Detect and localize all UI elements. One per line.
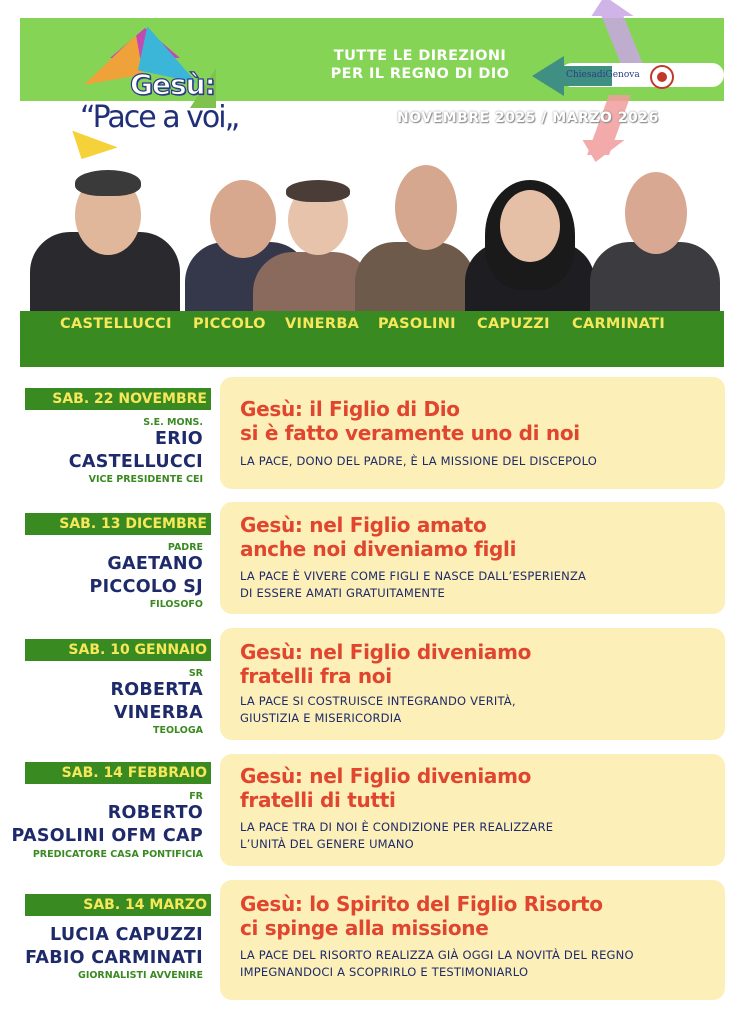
logo-subtitle: “Pace a voi„	[80, 100, 239, 135]
speaker-portrait	[460, 160, 600, 312]
speaker-names	[60, 316, 700, 336]
event-description-line: LA PACE DEL RISORTO REALIZZA GIÀ OGGI LA NOVITÀ DEL REGNO	[240, 948, 634, 962]
event-date: SAB. 22 NOVEMBRE	[25, 388, 211, 410]
event-date: SAB. 10 GENNAIO	[25, 639, 211, 661]
speaker-portrait	[20, 160, 185, 312]
event-date: SAB. 14 FEBBRAIO	[25, 762, 211, 784]
speakers-photo-strip	[20, 160, 724, 312]
event-description	[240, 568, 710, 602]
event-title	[240, 397, 710, 445]
event-title-line: Gesù: nel Figlio diveniamo	[240, 764, 532, 788]
speaker-name-line: LUCIA CAPUZZI	[50, 925, 203, 945]
event-description-line: GIUSTIZIA E MISERICORDIA	[240, 711, 402, 725]
event-date: SAB. 13 DICEMBRE	[25, 513, 211, 535]
event-description	[240, 453, 710, 470]
speaker-surname: CASTELLUCCI	[60, 316, 172, 332]
event-title-line: Gesù: nel Figlio diveniamo	[240, 640, 532, 664]
speaker-subtitle: TEOLOGA	[153, 725, 203, 736]
speaker-subtitle: PREDICATORE CASA PONTIFICIA	[32, 849, 203, 860]
speaker-surname: CARMINATI	[572, 316, 666, 332]
speaker-name	[0, 924, 203, 970]
event-description-line: LA PACE TRA DI NOI È CONDIZIONE PER REALIZZARE	[240, 820, 554, 834]
diocese-seal-icon	[650, 65, 674, 89]
event-title-line: anche noi diveniamo figli	[240, 537, 517, 561]
event-title	[240, 892, 710, 940]
speaker-name-line: PICCOLO SJ	[89, 577, 203, 597]
speaker-surname: PASOLINI	[378, 316, 456, 332]
tagline-line-2: PER IL REGNO DI DIO	[330, 66, 510, 82]
date-range: NOVEMBRE 2025 / MARZO 2026	[397, 110, 659, 126]
speaker-surname: PICCOLO	[193, 316, 266, 332]
speaker-role: SR	[188, 668, 203, 679]
event-description-line: LA PACE, DONO DEL PADRE, È LA MISSIONE DEL DISCEPOLO	[240, 454, 598, 468]
speaker-name	[0, 802, 203, 848]
speaker-role: FR	[189, 791, 203, 802]
event-title-line: Gesù: il Figlio di Dio	[240, 397, 460, 421]
speaker-role: PADRE	[167, 542, 203, 553]
speaker-name-line: PASOLINI OFM CAP	[11, 826, 203, 846]
event-title	[240, 764, 710, 812]
event-description-line: L’UNITÀ DEL GENERE UMANO	[240, 837, 414, 851]
event-description-line: LA PACE SI COSTRUISCE INTEGRANDO VERITÀ,	[240, 694, 516, 708]
event-title-line: Gesù: lo Spirito del Figlio Risorto	[240, 892, 603, 916]
speaker-subtitle: FILOSOFO	[149, 599, 203, 610]
speaker-name	[0, 553, 203, 599]
speaker-role: S.E. MONS.	[143, 417, 203, 428]
speaker-name-line: GAETANO	[107, 554, 203, 574]
speaker-name-line: ERIO	[154, 429, 203, 449]
event-description-line: IMPEGNANDOCI A SCOPRIRLO E TESTIMONIARLO	[240, 965, 529, 979]
event-title-line: fratelli di tutti	[240, 788, 396, 812]
event-title-line: fratelli fra noi	[240, 664, 392, 688]
speaker-portrait	[590, 160, 720, 312]
event-description-line: LA PACE È VIVERE COME FIGLI E NASCE DALL’ESPERIENZA	[240, 569, 587, 583]
speaker-surname: CAPUZZI	[477, 316, 550, 332]
event-title	[240, 640, 710, 688]
logo-title: Gesù:	[130, 68, 215, 101]
event-description	[240, 693, 710, 727]
speaker-surname: VINERBA	[285, 316, 360, 332]
event-title-line: si è fatto veramente uno di noi	[240, 421, 580, 445]
speaker-name-line: FABIO CARMINATI	[25, 948, 203, 968]
diocese-name: ChiesadiGenova	[566, 70, 640, 80]
speaker-name-line: ROBERTO	[107, 803, 203, 823]
event-date: SAB. 14 MARZO	[25, 894, 211, 916]
event-title-line: ci spinge alla missione	[240, 916, 489, 940]
speaker-name-line: CASTELLUCCI	[68, 452, 203, 472]
speaker-subtitle: VICE PRESIDENTE CEI	[88, 474, 203, 485]
speaker-subtitle: GIORNALISTI AVVENIRE	[78, 970, 203, 981]
speaker-name-line: ROBERTA	[110, 680, 203, 700]
tagline-line-1: TUTTE LE DIREZIONI	[333, 48, 507, 64]
event-title	[240, 513, 710, 561]
speaker-name	[0, 428, 203, 474]
speaker-name	[0, 679, 203, 725]
event-title-line: Gesù: nel Figlio amato	[240, 513, 487, 537]
event-description-line: DI ESSERE AMATI GRATUITAMENTE	[240, 586, 445, 600]
speaker-name-line: VINERBA	[113, 703, 203, 723]
tagline	[310, 47, 530, 83]
event-description	[240, 819, 710, 853]
event-description	[240, 947, 710, 981]
